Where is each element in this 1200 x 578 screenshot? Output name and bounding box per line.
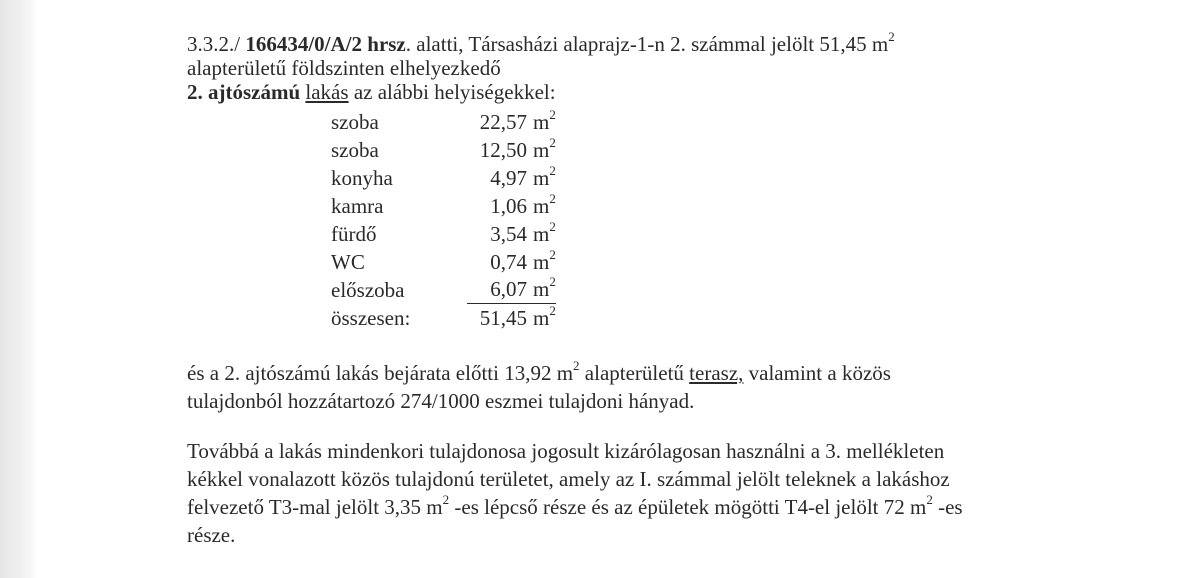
paragraph-3-line-2: kékkel vonalazott közös tulajdonú területet, amely az I. számmal jelölt teleknek a lakáshoz bbox=[187, 467, 950, 491]
room-area: 6,07 bbox=[490, 277, 527, 301]
room-unit bbox=[533, 304, 556, 332]
section-line-3-text: az alábbi helyiségekkel: bbox=[348, 80, 556, 104]
section-line-1-text: . alatti, Társasházi alaprajz-1-n 2. számmal jelölt 51,45 m bbox=[405, 32, 889, 56]
unit-text: m bbox=[533, 138, 550, 162]
underlined-word: terasz, bbox=[689, 361, 744, 385]
room-row bbox=[331, 192, 1167, 220]
room-row bbox=[331, 276, 1167, 304]
room-name: fürdő bbox=[331, 222, 377, 246]
room-name: szoba bbox=[331, 138, 379, 162]
unit-text: m bbox=[533, 166, 550, 190]
paragraph-2-line-2: tulajdonból hozzátartozó 274/1000 eszmei tulajdoni hányad. bbox=[187, 389, 695, 413]
room-row bbox=[331, 164, 1167, 192]
paragraph-2-text-b: alapterületű bbox=[579, 361, 690, 385]
section-number: 3.3.2./ bbox=[187, 32, 246, 56]
room-area: 0,74 bbox=[490, 250, 527, 274]
paragraph-3-line-3 bbox=[187, 493, 1167, 521]
room-name: összesen: bbox=[331, 306, 411, 330]
room-name: konyha bbox=[331, 166, 393, 190]
door-number: 2. ajtószámú bbox=[187, 80, 301, 104]
room-area: 4,97 bbox=[490, 166, 527, 190]
superscript: 2 bbox=[549, 274, 556, 289]
superscript: 2 bbox=[926, 492, 933, 507]
room-area: 3,54 bbox=[490, 222, 527, 246]
room-unit bbox=[533, 276, 556, 303]
paragraph-2-text-a: és a 2. ajtószámú lakás bejárata előtti 13,92 m bbox=[187, 361, 574, 385]
parcel-number: 166434/0/A/2 hrsz bbox=[245, 32, 406, 56]
superscript: 2 bbox=[549, 191, 556, 206]
room-area-group bbox=[467, 304, 556, 332]
paragraph-3 bbox=[187, 437, 1167, 549]
underlined-word: lakás bbox=[305, 80, 349, 104]
superscript: 2 bbox=[888, 29, 895, 44]
paragraph-2-text-c: valamint a közös bbox=[743, 361, 891, 385]
paragraph-2-line-1 bbox=[187, 359, 1167, 387]
superscript: 2 bbox=[549, 135, 556, 150]
room-area: 22,57 bbox=[479, 110, 527, 134]
room-area-group bbox=[467, 164, 556, 192]
room-area: 51,45 bbox=[479, 306, 527, 330]
room-area-group bbox=[467, 108, 556, 136]
superscript: 2 bbox=[549, 163, 556, 178]
paragraph-3-text-c: -es bbox=[932, 495, 963, 519]
room-unit bbox=[533, 220, 556, 248]
paragraph-3-line-1: Továbbá a lakás mindenkori tulajdonosa jogosult kizárólagosan használni a 3. mellékleten bbox=[187, 439, 945, 463]
room-area: 1,06 bbox=[490, 194, 527, 218]
room-area-group bbox=[467, 192, 556, 220]
section-line-3 bbox=[187, 80, 1167, 104]
room-unit bbox=[533, 136, 556, 164]
room-row bbox=[331, 136, 1167, 164]
room-name: kamra bbox=[331, 194, 384, 218]
unit-text: m bbox=[533, 222, 550, 246]
room-row-total bbox=[331, 304, 1167, 332]
paragraph-3-text-a: felvezető T3-mal jelölt 3,35 m bbox=[187, 495, 443, 519]
room-list bbox=[331, 108, 1167, 332]
superscript: 2 bbox=[442, 492, 450, 507]
room-area-group-underlined bbox=[467, 276, 556, 304]
paragraph-3-text-b: -es lépcső része és az épületek mögötti T4-el jelölt 72 m bbox=[449, 495, 927, 519]
room-row bbox=[331, 220, 1167, 248]
room-row bbox=[331, 248, 1167, 276]
section-line-2: alapterületű földszinten elhelyezkedő bbox=[187, 56, 501, 80]
room-name: WC bbox=[331, 250, 365, 274]
superscript: 2 bbox=[573, 358, 580, 373]
section-line-1 bbox=[187, 29, 1167, 56]
room-name: szoba bbox=[331, 110, 379, 134]
unit-text: m bbox=[533, 277, 550, 301]
paragraph-2 bbox=[187, 359, 1167, 415]
superscript: 2 bbox=[549, 219, 556, 234]
room-unit bbox=[533, 192, 556, 220]
superscript: 2 bbox=[549, 247, 556, 262]
unit-text: m bbox=[533, 110, 550, 134]
unit-text: m bbox=[533, 194, 550, 218]
document-body bbox=[187, 29, 1167, 549]
room-unit bbox=[533, 164, 556, 192]
superscript: 2 bbox=[549, 107, 556, 122]
room-unit bbox=[533, 108, 556, 136]
unit-text: m bbox=[533, 250, 550, 274]
scan-edge bbox=[0, 0, 36, 578]
room-unit bbox=[533, 248, 556, 276]
room-row bbox=[331, 108, 1167, 136]
room-name: előszoba bbox=[331, 278, 405, 302]
room-area-group bbox=[467, 248, 556, 276]
unit-text: m bbox=[533, 306, 550, 330]
room-area-group bbox=[467, 220, 556, 248]
room-area-group bbox=[467, 136, 556, 164]
superscript: 2 bbox=[549, 303, 556, 318]
room-area: 12,50 bbox=[479, 138, 527, 162]
paragraph-3-line-4: része. bbox=[187, 523, 236, 547]
